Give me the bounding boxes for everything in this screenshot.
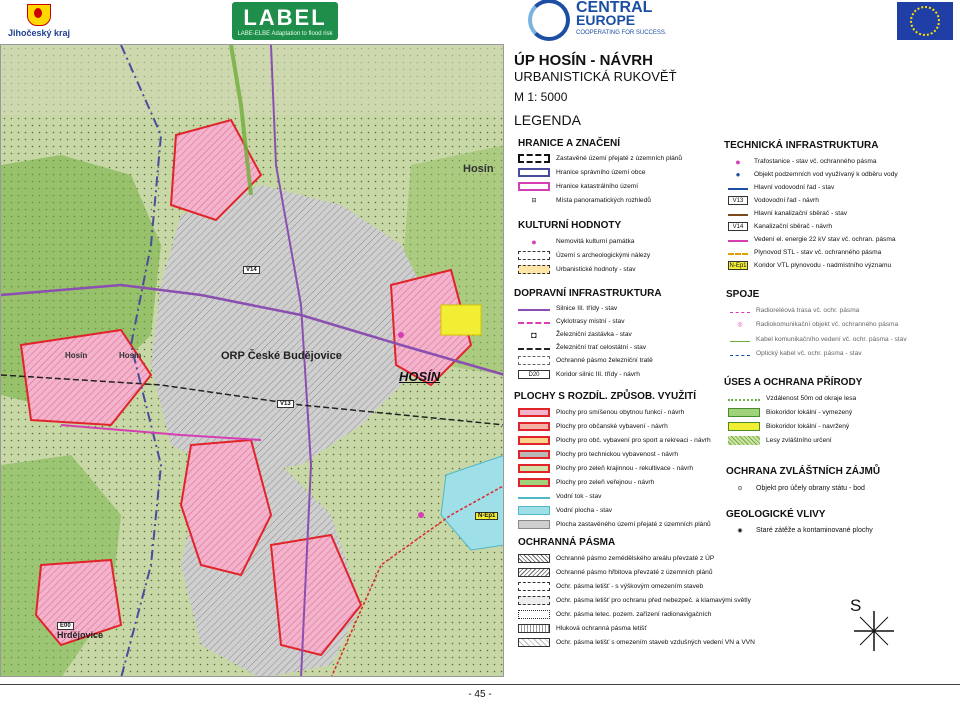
map-code-v13: V13 <box>277 400 294 408</box>
swatch-optic-cable <box>730 351 750 356</box>
legend-text: Plochy pro obč. vybavení pro sport a rekreaci - návrh <box>556 437 711 444</box>
legend-text: Plochy pro smíšenou obytnou funkci - návrh <box>556 409 685 416</box>
legend-row <box>518 623 647 634</box>
swatch-main-sewer <box>728 211 748 216</box>
legend-text: Cyklotrasy místní - stav <box>556 318 625 325</box>
legend-text: Vodovodní řad - návrh <box>754 197 819 204</box>
ring-icon <box>528 0 570 41</box>
label-logo <box>232 2 338 40</box>
legend-row <box>518 369 640 380</box>
legend-row <box>730 305 859 316</box>
code-v13: V13 <box>728 196 748 205</box>
swatch-radionav <box>518 610 550 619</box>
legend-row <box>728 247 881 258</box>
legend-text: Území s archeologickými nálezy <box>556 252 651 259</box>
legend-row <box>728 234 895 245</box>
legend-text: Vzdálenost 50m od okraje lesa <box>766 395 857 402</box>
legend-text: Ochr. pásma letišť pro ochranu před nebezpeč. a klamavými světly <box>556 597 751 604</box>
plan-scale: M 1: 5000 <box>514 90 568 104</box>
compass-north-label: S <box>850 596 862 615</box>
legend-row <box>518 595 751 606</box>
compass-rose-icon <box>852 609 896 653</box>
swatch-forest-edge <box>728 396 760 401</box>
map-code-e00: E00 <box>57 622 74 630</box>
swatch-stream <box>518 494 550 499</box>
legend-text: Hranice katastrálního území <box>556 183 639 190</box>
legend-text: Plochy pro technickou vybavenost - návrh <box>556 451 679 458</box>
transformer-station-marker <box>418 512 424 518</box>
legend-row <box>730 483 865 494</box>
plan-title: ÚP HOSÍN - NÁVRH <box>514 52 653 69</box>
legend-row <box>728 407 852 418</box>
swatch-rail-protection <box>518 356 550 365</box>
section-ochranna: OCHRANNÁ PÁSMA <box>518 537 616 548</box>
legend-row <box>728 421 849 432</box>
swatch-comm-cable <box>730 337 750 342</box>
groundwater-icon: ● <box>735 170 741 179</box>
swatch-existing-built <box>518 520 550 529</box>
code-nep1: N-Ep1 <box>729 262 747 269</box>
legend-row <box>518 463 693 474</box>
map-label-orp: ORP České Budějovice <box>221 350 342 362</box>
swatch-sport <box>518 436 550 445</box>
legend-row <box>518 329 632 340</box>
legend-text: Místa panoramatických rozhledů <box>556 197 651 204</box>
section-spoje: SPOJE <box>726 289 760 300</box>
legend-text: Ochr. pásma letišť s omezením staveb vzdušných vedení VN a VVN <box>556 639 755 646</box>
legend-text: Vodní tok - stav <box>556 493 602 500</box>
legend-text: Vodní plocha - stav <box>556 507 613 514</box>
swatch-civic <box>518 422 550 431</box>
map-code-v14: V14 <box>243 266 260 274</box>
legend-heading: LEGENDA <box>514 112 581 128</box>
section-plochy: PLOCHY S ROZDÍL. ZPŮSOB. VYUŽITÍ <box>514 391 697 402</box>
legend-text: Nemovitá kulturní památka <box>556 238 635 245</box>
legend-row <box>518 181 638 192</box>
swatch-mixed <box>518 408 550 417</box>
legend-row <box>518 449 678 460</box>
swatch-main-water <box>728 185 748 190</box>
legend-row <box>518 303 617 314</box>
train-stop-icon: ◘ <box>531 329 537 340</box>
legend-row <box>728 435 832 446</box>
legend-text: Zastavěné území přejaté z územních plánů <box>556 155 683 162</box>
legend-row <box>518 421 668 432</box>
legend-text: Biokoridor lokální - vymezený <box>766 409 853 416</box>
legend-row <box>728 156 877 167</box>
legend-text: Plochy pro zeleň krajinnou - rekultivace - návrh <box>556 465 694 472</box>
swatch-public-green <box>518 478 550 487</box>
legend-row <box>518 195 651 206</box>
legend-row <box>730 525 873 536</box>
legend-row <box>728 393 856 404</box>
page-footer <box>0 684 960 700</box>
legend-row <box>518 407 684 418</box>
legend-row <box>728 182 834 193</box>
ce-line2: EUROPE <box>576 11 636 28</box>
legend-row <box>728 195 819 206</box>
legend-text: Lesy zvláštního určení <box>766 437 832 444</box>
legend-text: Koridor silnic III. třídy - návrh <box>556 371 640 378</box>
monument-icon: ● <box>531 236 537 247</box>
legend-text: Hlavní vodovodní řad - stav <box>754 184 835 191</box>
contamination-icon: ◉ <box>737 528 743 534</box>
code-v14: V14 <box>728 222 748 231</box>
technical-plot <box>441 305 481 335</box>
legend-text: Kanalizační sběrač - návrh <box>754 223 833 230</box>
swatch-noise <box>518 624 550 633</box>
swatch-cycle-route <box>518 319 550 324</box>
section-zajmu: OCHRANA ZVLÁŠTNÍCH ZÁJMŮ <box>726 466 881 477</box>
transformer-station-marker <box>398 332 404 338</box>
legend-row <box>730 334 907 345</box>
swatch-airport-height <box>518 582 550 591</box>
legend-text: Radiokomunikační objekt vč. ochranného pásma <box>756 321 899 328</box>
legend-text: Ochranné pásmo hřbitova převzaté z územních plánů <box>556 569 713 576</box>
legend-text: Biokoridor lokální - navržený <box>766 423 850 430</box>
legend-panel <box>508 44 960 684</box>
swatch-special-forest <box>728 436 760 445</box>
section-hranice: HRANICE A ZNAČENÍ <box>518 138 621 149</box>
legend-text: Staré zátěže a kontaminované plochy <box>756 527 873 534</box>
section-uses: ÚSES A OCHRANA PŘÍRODY <box>724 377 863 388</box>
swatch-archaeology <box>518 251 550 260</box>
legend-row <box>518 637 755 648</box>
map-label-hrdejovice: Hrdějovice <box>57 630 104 640</box>
legend-text: Hluková ochranná pásma letišť <box>556 625 647 632</box>
crest-icon <box>27 4 51 26</box>
legend-text: Objekt pro účely obrany státu - bod <box>756 485 865 492</box>
legend-text: Hranice správního území obce <box>556 169 646 176</box>
swatch-biocorridor <box>728 408 760 417</box>
legend-text: Kabel komunikačního vedení vč. ochr. pásma - stav <box>756 336 907 343</box>
swatch-agri-protection <box>518 554 550 563</box>
map-label-hosin-west: Hosín <box>65 351 88 360</box>
legend-text: Vedení el. energie 22 kV stav vč. ochran. pásma <box>754 236 896 243</box>
page-number: - 45 - <box>468 689 492 700</box>
legend-text: Plynovod STL - stav vč. ochranného pásma <box>754 249 882 256</box>
legend-text: Optický kabel vč. ochr. pásma - stav <box>756 350 862 357</box>
section-dopravni: DOPRAVNÍ INFRASTRUKTURA <box>514 288 662 299</box>
label-logo-tagline: LABE-ELBE Adaptation to flood risk <box>237 31 333 37</box>
jck-logo-text: Jihočeský kraj <box>7 28 71 38</box>
legend-text: Urbanistické hodnoty - stav <box>556 266 636 273</box>
swatch-built-area <box>518 154 550 163</box>
swatch-airport-lights <box>518 596 550 605</box>
legend-text: Hlavní kanalizační sběrač - stav <box>754 210 848 217</box>
logo-strip <box>0 0 960 44</box>
central-europe-logo <box>528 0 698 40</box>
swatch-water <box>518 506 550 515</box>
swatch-railway <box>518 345 550 350</box>
legend-row <box>518 264 636 275</box>
legend-row <box>730 348 862 359</box>
section-kulturni: KULTURNÍ HODNOTY <box>518 220 622 231</box>
legend-text: Plochy pro zeleň veřejnou - návrh <box>556 479 655 486</box>
plan-subtitle: URBANISTICKÁ RUKOVĚŤ <box>514 69 677 84</box>
legend-text: Radioreléová trasa vč. ochr. pásma <box>756 307 860 314</box>
jihocesky-kraj-logo <box>4 4 74 38</box>
label-logo-title: LABEL <box>243 5 327 30</box>
swatch-gas-line <box>728 250 748 255</box>
swatch-radio-relay <box>730 308 750 313</box>
transformer-icon: ● <box>735 156 741 167</box>
legend-row <box>518 153 682 164</box>
legend-text: Ochranné pásmo zemědělského areálu převzaté z ÚP <box>556 555 715 562</box>
legend-row <box>728 208 847 219</box>
legend-row <box>518 316 625 327</box>
legend-row <box>730 319 898 330</box>
legend-row <box>728 221 832 232</box>
map-label-hosin-main: HOSÍN <box>399 369 441 384</box>
swatch-power-line-limit <box>518 638 550 647</box>
legend-row <box>518 250 650 261</box>
legend-row <box>518 355 653 366</box>
legend-row <box>518 505 612 516</box>
legend-row <box>518 167 645 178</box>
northern-agri-strip <box>1 45 504 115</box>
legend-row <box>518 477 654 488</box>
legend-text: Železniční zastávka - stav <box>556 331 632 338</box>
swatch-admin-boundary <box>518 168 550 177</box>
swatch-technical <box>518 450 550 459</box>
legend-row <box>518 567 713 578</box>
legend-text: Objekt podzemních vod využívaný k odběru vody <box>754 171 898 178</box>
legend-text: Silnice III. třídy - stav <box>556 305 618 312</box>
legend-text: Ochr. pásma letišť - s výškovým omezením staveb <box>556 583 704 590</box>
legend-row <box>518 491 601 502</box>
legend-text: Plochy pro občanské vybavení - návrh <box>556 423 668 430</box>
ce-line1: CENTRAL <box>576 0 653 16</box>
swatch-urban-values <box>518 265 550 274</box>
section-technicka: TECHNICKÁ INFRASTRUKTURA <box>724 140 879 151</box>
legend-row <box>728 169 898 180</box>
swatch-cadastral-boundary <box>518 182 550 191</box>
radio-object-icon: ◎ <box>737 322 743 328</box>
legend-text: Trafostanice - stav vč. ochranného pásma <box>754 158 877 165</box>
swatch-biocorridor-proposed <box>728 422 760 431</box>
eu-stars-icon <box>910 6 940 36</box>
legend-row <box>728 260 891 271</box>
ce-line3: COOPERATING FOR SUCCESS. <box>576 29 667 36</box>
map-label-hosin-east: Hosín <box>463 163 494 175</box>
defense-point-icon: ⊙ <box>737 486 743 492</box>
legend-row <box>518 435 711 446</box>
swatch-power-line <box>728 237 748 242</box>
legend-row <box>518 342 646 353</box>
eu-flag-logo <box>897 2 953 40</box>
legend-row <box>518 553 714 564</box>
legend-text: Ochranné pásmo železniční tratě <box>556 357 653 364</box>
legend-row <box>518 519 711 530</box>
legend-row <box>518 236 634 247</box>
swatch-cemetery-protection <box>518 568 550 577</box>
legend-text: Železniční trať celostátní - stav <box>556 344 647 351</box>
swatch-road <box>518 306 550 311</box>
map-code-nep1: N-Ep1 <box>475 512 498 520</box>
map-panel[interactable] <box>0 44 504 677</box>
legend-text: Ochr. pásma letec. pozem. zařízení radionavigačních <box>556 611 712 618</box>
legend-row <box>518 609 711 620</box>
legend-text: Plocha zastavěného území přejaté z územních plánů <box>556 521 711 528</box>
legend-row <box>518 581 703 592</box>
legend-text: Koridor VTL plynovodu - nadmístního významu <box>754 262 892 269</box>
swatch-landscape-green <box>518 464 550 473</box>
panorama-icon: ⊟ <box>531 198 537 204</box>
swatch-road-corridor: D20 <box>518 370 550 379</box>
map-label-hosin-west2: Hosín <box>119 351 142 360</box>
section-geologicke: GEOLOGICKÉ VLIVY <box>726 509 826 520</box>
